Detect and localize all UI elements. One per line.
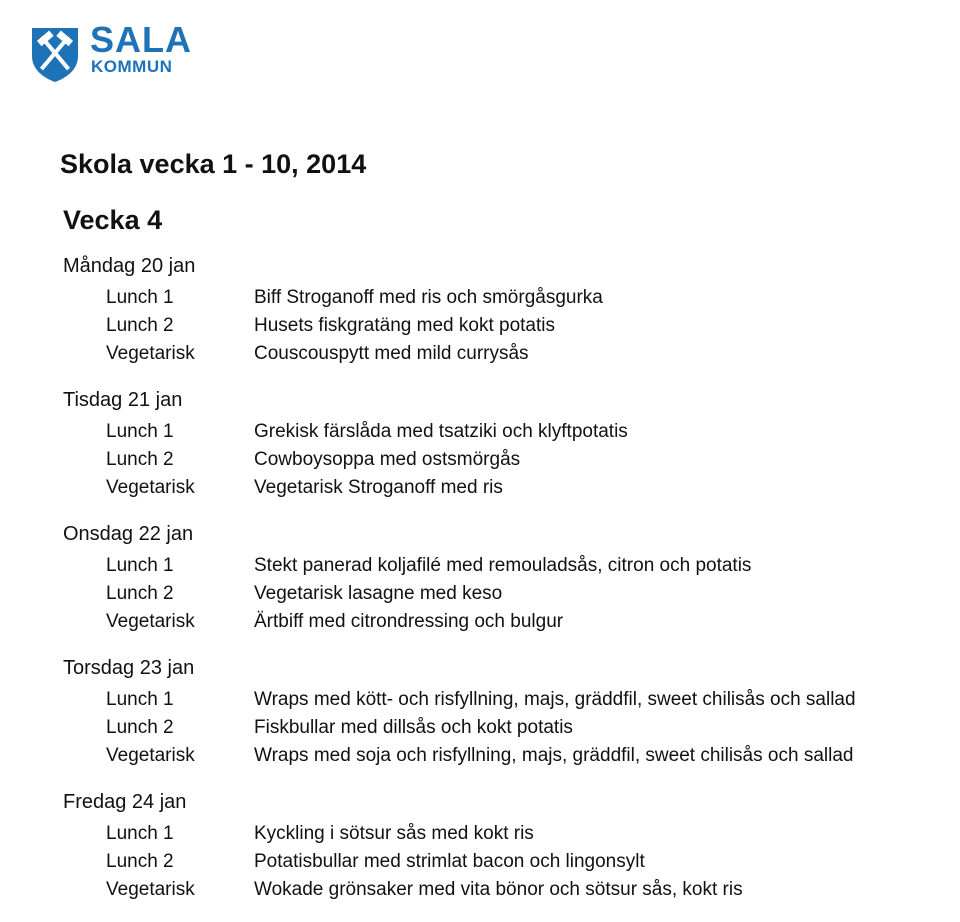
meal-row [63,580,960,608]
meal-dish: Husets fiskgratäng med kokt potatis [254,315,555,336]
day-title: Fredag 24 jan [63,791,187,813]
day-block [63,654,960,770]
meal-dish: Wraps med kött- och risfyllning, majs, gräddfil, sweet chilisås och sallad [254,689,856,710]
weekly-menu [63,252,960,922]
shield-hammers-icon [28,22,82,84]
meal-row [63,876,960,904]
meal-dish: Potatisbullar med strimlat bacon och lingonsylt [254,851,645,872]
meal-label: Vegetarisk [106,879,195,900]
meal-row [63,714,960,742]
meal-dish: Wraps med soja och risfyllning, majs, gräddfil, sweet chilisås och sallad [254,745,854,766]
day-title: Onsdag 22 jan [63,523,194,545]
meal-row [63,608,960,636]
meal-label: Lunch 1 [106,823,174,844]
logo-sub: KOMMUN [91,57,173,76]
meal-row [63,340,960,368]
meal-dish: Fiskbullar med dillsås och kokt potatis [254,717,573,738]
day-title: Torsdag 23 jan [63,657,195,679]
meal-dish: Stekt panerad koljafilé med remouladsås, citron och potatis [254,555,752,576]
meal-label: Vegetarisk [106,343,195,364]
meal-label: Lunch 2 [106,315,174,336]
meal-dish: Grekisk färslåda med tsatziki och klyftpotatis [254,421,628,442]
document-title: Skola vecka 1 - 10, 2014 [60,149,367,179]
day-title: Måndag 20 jan [63,255,196,277]
day-block [63,788,960,904]
meal-label: Vegetarisk [106,477,195,498]
meal-row [63,284,960,312]
meal-row [63,552,960,580]
meal-dish: Vegetarisk Stroganoff med ris [254,477,503,498]
meal-dish: Wokade grönsaker med vita bönor och sötsur sås, kokt ris [254,879,743,900]
meal-row [63,820,960,848]
meal-row [63,474,960,502]
day-block [63,252,960,368]
week-title: Vecka 4 [63,205,163,235]
meal-row [63,742,960,770]
meal-label: Lunch 2 [106,717,174,738]
meal-dish: Couscouspytt med mild currysås [254,343,529,364]
meal-dish: Ärtbiff med citrondressing och bulgur [254,611,564,632]
day-title: Tisdag 21 jan [63,389,183,411]
meal-label: Lunch 2 [106,583,174,604]
meal-label: Vegetarisk [106,745,195,766]
meal-label: Lunch 1 [106,421,174,442]
meal-row [63,446,960,474]
meal-row [63,848,960,876]
meal-dish: Cowboysoppa med ostsmörgås [254,449,521,470]
day-block [63,520,960,636]
meal-row [63,418,960,446]
meal-dish: Biff Stroganoff med ris och smörgåsgurka [254,287,603,308]
day-block [63,386,960,502]
logo-name: SALA [90,19,192,60]
meal-row [63,686,960,714]
meal-label: Lunch 1 [106,689,174,710]
sala-kommun-logo [0,0,200,106]
meal-dish: Vegetarisk lasagne med keso [254,583,503,604]
meal-dish: Kyckling i sötsur sås med kokt ris [254,823,534,844]
meal-row [63,312,960,340]
meal-label: Vegetarisk [106,611,195,632]
meal-label: Lunch 1 [106,287,174,308]
meal-label: Lunch 2 [106,851,174,872]
meal-label: Lunch 2 [106,449,174,470]
meal-label: Lunch 1 [106,555,174,576]
